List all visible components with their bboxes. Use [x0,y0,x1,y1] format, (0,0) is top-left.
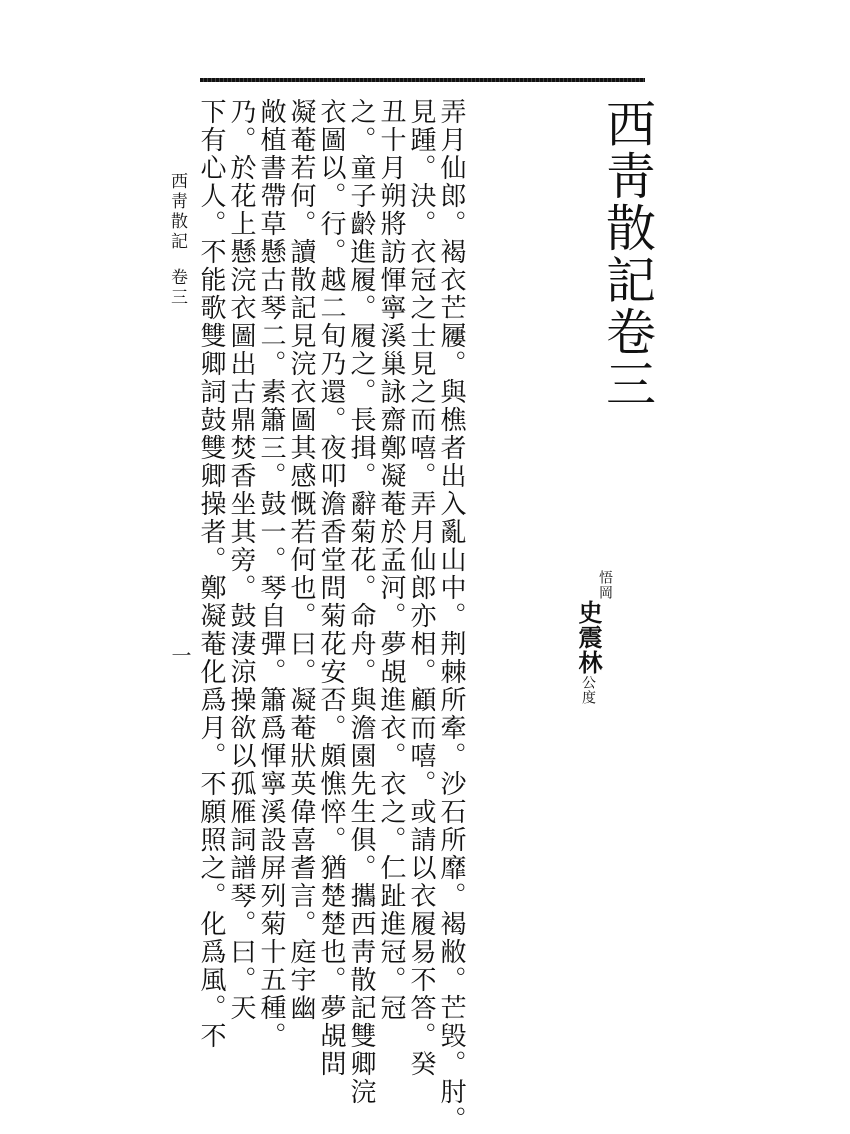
top-border-rule [200,78,645,82]
margin-book-title: 西靑散記 [167,172,187,252]
text-column-3: 丑十月朔將訪惲寧溪巢詠齋鄭凝菴於孟河。夢覘進衣。衣之。仁趾進冠。冠 [376,98,406,1022]
text-column-9: 下有心人。不能歌雙卿詞鼓雙卿操者。鄭凝菴化爲月。不願照之。化爲風。不 [196,98,226,1050]
author-native-place: 悟岡 [597,570,613,600]
author-name-block [575,600,601,705]
author-courtesy-name: 公度 [580,675,596,705]
chapter-title: 西靑散記卷三 [598,98,656,410]
text-column-8: 乃。於花上懸浣衣圖出古鼎焚香坐其旁。鼓淒涼操欲以孤雁詞譜琴。曰。天 [226,98,256,1022]
text-column-1: 弄月仙郎。褐衣芒屨。與樵者出入亂山中。荆棘所牽。沙石所靡。褐敝。芒毁。肘。 [436,98,466,1134]
text-column-6: 凝菴若何。讀散記見浣衣圖其感慨若何也。曰。凝菴狀英偉喜耆言。庭宇幽 [286,98,316,1022]
text-column-2: 見踵。決。衣冠之士見之而嘻。弄月仙郎亦相。顧而嘻。或請以衣履易不答。癸 [406,98,436,1078]
margin-volume: 卷三 [167,268,187,308]
author-name: 史震林 [574,600,603,675]
text-column-7: 敞植書帶草懸古琴二。素簫三。鼓一。琴自彈。簫爲惲寧溪設屏列菊十五種。 [256,98,286,1050]
text-column-4: 之。童子齡進履。履之。長揖。辭菊花。命舟。與澹園先生俱。攜西靑散記雙卿浣 [346,98,376,1106]
body-text [196,98,466,1134]
text-column-5: 衣圖以。行。越二旬乃還。夜叩澹香堂問菊花安否。頗憔悴。猶楚楚也。夢覘問 [316,98,346,1078]
margin-page-number: 一 [168,645,192,665]
